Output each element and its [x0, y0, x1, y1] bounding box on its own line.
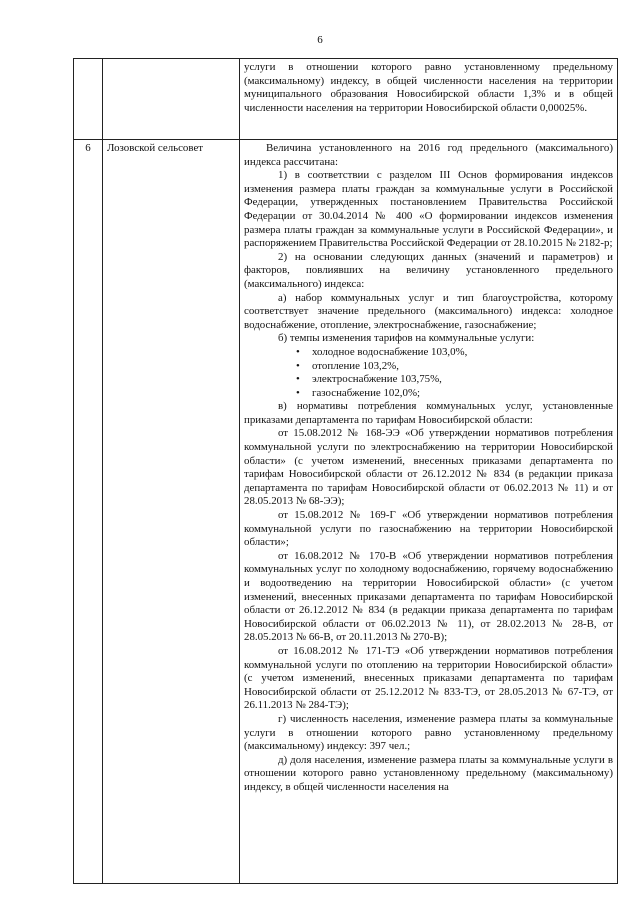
paragraph: б) темпы изменения тарифов на коммунальные услуги:: [278, 332, 535, 345]
paragraph: Величина установленного на 2016 год предельного (максимального) индекса рассчитана:: [244, 142, 613, 168]
bullet-icon: •: [296, 386, 300, 399]
paragraph: д) доля населения, изменение размера платы за коммунальные услуги в отношении которого равно установленному предельному (максимальному) индексу, в общей численности населения на: [244, 753, 613, 793]
list-item: [244, 346, 613, 360]
paragraph: услуги в отношении которого равно установленному предельному (максимальному) индексу, в общей численности населения на территории муниципального образования Новосибирской области 1,3% и в общей численности населения на территории Новосибирской области 0,00025%.: [244, 61, 613, 114]
paragraph: а) набор коммунальных услуг и тип благоустройства, которому соответствует значение предельного (максимального) индекса: холодное водоснабжение, отопление, электроснабжение, газоснабжение;: [244, 291, 613, 331]
row-number-cell: [74, 59, 103, 140]
tariff-growth-list: [244, 346, 613, 400]
table-row: [74, 140, 618, 884]
paragraph: 2) на основании следующих данных (значений и параметров) и факторов, повлиявших на величину установленного предельного (максимального) индекса:: [244, 250, 613, 290]
municipality-name-cell: [103, 59, 240, 140]
paragraph: 1) в соответствии с разделом III Основ формирования индексов изменения размера платы граждан за коммунальные услуги в Российской Федерации, утвержденных постановлением Правительства Российской Федерации от 30.04.2014 № 400 «О формировании индексов изменения размера платы граждан за коммунальные услуги в Российской Федерации», и распоряжением Правительства Российской Федерации от 28.10.2015 № 2182-р;: [244, 169, 613, 250]
paragraph: от 16.08.2012 № 171-ТЭ «Об утверждении нормативов потребления коммунальной услуги по отоплению на территории Новосибирской области» (с учетом изменений, внесенных приказами департамента по тарифам Новосибирской области от 25.12.2012 № 833-ТЭ, от 28.05.2013 № 67-ТЭ, от 26.11.2013 № 284-ТЭ);: [244, 644, 613, 712]
paragraph: от 15.08.2012 № 169-Г «Об утверждении нормативов потребления коммунальной услуги по газоснабжению на территории Новосибирской области»;: [244, 509, 613, 549]
list-item: [244, 373, 613, 387]
list-item-text: холодное водоснабжение 103,0%,: [312, 345, 468, 358]
calculation-description-cell: [240, 140, 618, 884]
table-row: [74, 59, 618, 140]
bullet-icon: •: [296, 373, 300, 386]
bullet-icon: •: [296, 359, 300, 372]
paragraph: в) нормативы потребления коммунальных услуг, установленные приказами департамента по тарифам Новосибирской области:: [244, 400, 613, 426]
page-number: 6: [317, 34, 323, 46]
municipality-name-cell: Лозовской сельсовет: [103, 140, 240, 884]
list-item: [244, 387, 613, 401]
list-item-text: отопление 103,2%,: [312, 359, 399, 372]
list-item-text: газоснабжение 102,0%;: [312, 386, 421, 399]
row-number-cell: 6: [74, 140, 103, 884]
calculation-description-cell: [240, 59, 618, 140]
paragraph: г) численность населения, изменение размера платы за коммунальные услуги в отношении которого равно установленному предельному (максимальному) индексу: 397 чел.;: [244, 712, 613, 753]
municipality-index-table: [73, 58, 618, 884]
paragraph: от 15.08.2012 № 168-ЭЭ «Об утверждении нормативов потребления коммунальной услуги по электроснабжению на территории Новосибирской области» (с учетом изменений, внесенных приказами департамента по тарифам Новосибирской области от 26.12.2012 № 834 (в редакции приказа департамента по тарифам Новосибирской области от 06.02.2013 № 11) и от 28.05.2013 № 68-ЭЭ);: [244, 427, 613, 508]
paragraph: от 16.08.2012 № 170-В «Об утверждении нормативов потребления коммунальных услуг по холодному водоснабжению, горячему водоснабжению и водоотведению на территории Новосибирской области» (с учетом изменений, внесенных приказами департамента по тарифам Новосибирской области от 26.12.2012 № 834 (в редакции приказа департамента по тарифам Новосибирской области от 06.02.2013 № 11), от 28.02.2013 № 28-В, от 28.05.2013 № 66-В, от 20.11.2013 № 270-В);: [244, 549, 613, 644]
list-item-text: электроснабжение 103,75%,: [312, 373, 442, 386]
list-item: [244, 360, 613, 374]
bullet-icon: •: [296, 345, 300, 358]
